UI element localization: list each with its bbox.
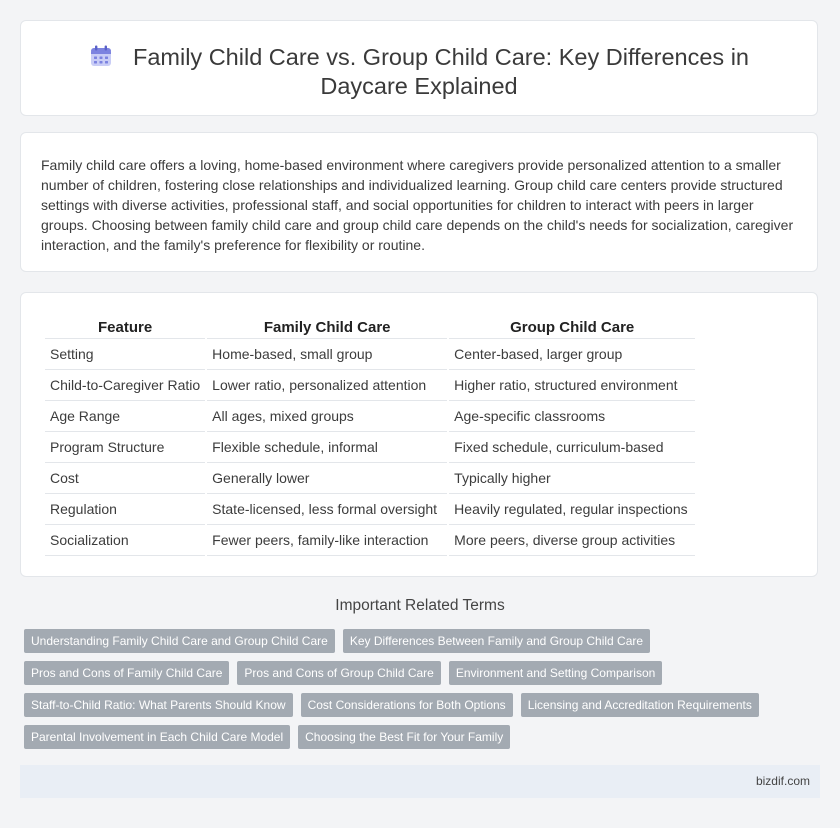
family-cell: Lower ratio, personalized attention (207, 370, 447, 401)
feature-cell: Age Range (45, 401, 205, 432)
intro-paragraph: Family child care offers a loving, home-based environment where caregivers provide personalized attention to a smaller number of children, fostering close relationships and individualized learning. Group child care centers provide structured settings with diverse activities, professional staff, and social opportunities for children to interact with peers in larger groups. Choosing between family child care and group child care depends on the child's needs for socialization, caregiver interaction, and the family's preference for flexibility or routine. (41, 157, 794, 253)
related-term-link[interactable]: Parental Involvement in Each Child Care Model (24, 725, 290, 749)
group-cell: Heavily regulated, regular inspections (449, 494, 695, 525)
table-row (45, 494, 695, 525)
family-cell: Flexible schedule, informal (207, 432, 447, 463)
table-row (45, 401, 695, 432)
related-term-link[interactable]: Environment and Setting Comparison (449, 661, 662, 685)
site-link[interactable]: bizdif.com (755, 774, 810, 788)
page-title-row (21, 43, 817, 101)
related-terms-heading: Important Related Terms (335, 597, 505, 614)
table-row (45, 370, 695, 401)
group-cell: Age-specific classrooms (449, 401, 695, 432)
group-cell: Typically higher (449, 463, 695, 494)
feature-cell: Child-to-Caregiver Ratio (45, 370, 205, 401)
related-term-link[interactable]: Cost Considerations for Both Options (301, 693, 513, 717)
family-cell: Generally lower (207, 463, 447, 494)
group-cell: Fixed schedule, curriculum-based (449, 432, 695, 463)
group-cell: More peers, diverse group activities (449, 525, 695, 556)
table-header-row (45, 313, 695, 339)
header-feature: Feature (45, 313, 205, 339)
feature-cell: Cost (45, 463, 205, 494)
header-family-child-care: Family Child Care (207, 313, 447, 339)
family-cell: Fewer peers, family-like interaction (207, 525, 447, 556)
family-cell: Home-based, small group (207, 339, 447, 370)
title-card (20, 20, 818, 116)
family-cell: State-licensed, less formal oversight (207, 494, 447, 525)
related-term-link[interactable]: Understanding Family Child Care and Group Child Care (24, 629, 335, 653)
related-term-link[interactable]: Pros and Cons of Group Child Care (237, 661, 440, 685)
table-row (45, 525, 695, 556)
related-term-link[interactable]: Staff-to-Child Ratio: What Parents Should Know (24, 693, 293, 717)
feature-cell: Setting (45, 339, 205, 370)
feature-cell: Regulation (45, 494, 205, 525)
related-term-link[interactable]: Licensing and Accreditation Requirements (521, 693, 759, 717)
page-title: Family Child Care vs. Group Child Care: Key Differences in Daycare Explained (132, 44, 749, 99)
feature-cell: Socialization (45, 525, 205, 556)
related-terms-tags (24, 629, 814, 749)
related-term-link[interactable]: Key Differences Between Family and Group Child Care (343, 629, 650, 653)
comparison-table (43, 313, 697, 556)
related-term-link[interactable]: Choosing the Best Fit for Your Family (298, 725, 510, 749)
group-cell: Higher ratio, structured environment (449, 370, 695, 401)
table-row (45, 463, 695, 494)
header-group-child-care: Group Child Care (449, 313, 695, 339)
related-term-link[interactable]: Pros and Cons of Family Child Care (24, 661, 229, 685)
comparison-card (20, 292, 818, 577)
footer-bar (20, 765, 820, 798)
table-row (45, 432, 695, 463)
intro-card (20, 132, 818, 272)
table-row (45, 339, 695, 370)
feature-cell: Program Structure (45, 432, 205, 463)
calendar-icon (89, 44, 113, 68)
group-cell: Center-based, larger group (449, 339, 695, 370)
family-cell: All ages, mixed groups (207, 401, 447, 432)
